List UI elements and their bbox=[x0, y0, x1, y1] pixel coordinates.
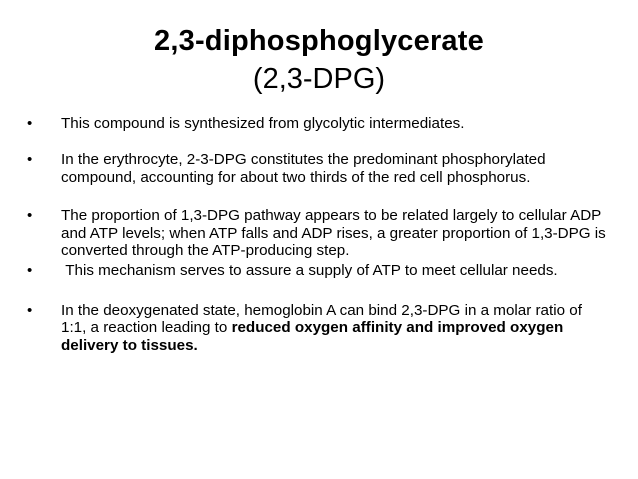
title-abbreviation: (2,3-DPG) bbox=[252, 63, 386, 95]
bullet-text: In the erythrocyte, 2-3-DPG constitutes the predominant phosphorylated compound, accounting for about two thirds of the red cell phosphorus. bbox=[61, 151, 546, 186]
bullet-marker: • bbox=[27, 151, 33, 169]
bullet-text: This compound is synthesized from glycolytic intermediates. bbox=[61, 115, 465, 132]
bullet-marker: • bbox=[27, 207, 33, 225]
bullet-item bbox=[26, 207, 606, 259]
bullet-marker: • bbox=[27, 301, 33, 319]
bullet-item bbox=[26, 151, 606, 186]
slide-title bbox=[0, 22, 638, 98]
bullet-marker: • bbox=[27, 115, 33, 132]
bullet-text: In the deoxygenated state, hemoglobin A can bind 2,3-DPG in a molar ratio of 1:1, a reaction leading to bbox=[61, 301, 582, 337]
bullet-list bbox=[26, 115, 606, 354]
bullet-item bbox=[26, 115, 606, 132]
bullet-item bbox=[26, 302, 606, 354]
bullet-text: The proportion of 1,3-DPG pathway appears to be related largely to cellular ADP and ATP levels; when ATP falls and ADP rises, a greater proportion of 1,3-DPG is converted through the ATP-producing step. bbox=[61, 207, 606, 260]
title-main: 2,3-diphosphoglycerate bbox=[154, 25, 484, 57]
bullet-text: This mechanism serves to assure a supply of ATP to meet cellular needs. bbox=[61, 262, 558, 280]
bullet-item bbox=[26, 262, 606, 279]
bullet-text-emphasis: reduced oxygen affinity and improved oxygen delivery to tissues. bbox=[61, 319, 564, 354]
bullet-marker: • bbox=[27, 262, 33, 280]
